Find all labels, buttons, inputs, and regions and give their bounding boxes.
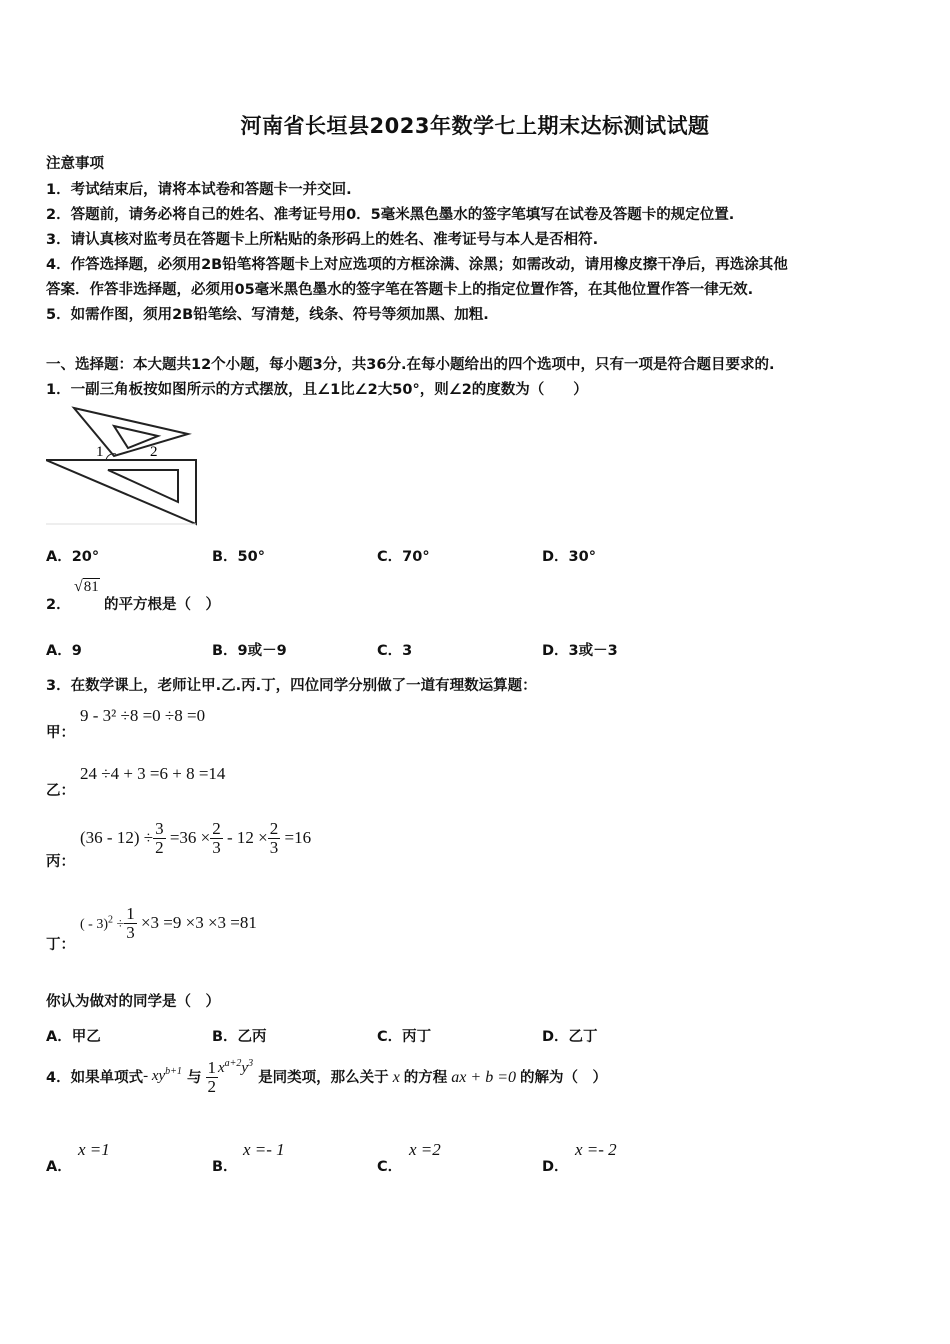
q4-option-d-value[interactable]: x =- 2 — [575, 1140, 617, 1159]
yi-expression: 24 ÷4 + 3 =6 + 8 =14 — [80, 764, 226, 783]
yi-label: 乙： — [46, 783, 75, 799]
notice-item-3: 3．请认真核对监考员在答题卡上所粘贴的条形码上的姓名、准考证号与本人是否相符. — [46, 232, 599, 248]
ding-expression: ( - 3)$^2$ ÷ $\frac{1}{3}$ ×3 =9 ×3 ×3 =81 — [80, 904, 257, 942]
q1-option-d[interactable]: D．30° — [542, 549, 596, 565]
q4-option-b-value[interactable]: x =- 1 — [243, 1140, 285, 1159]
small-triangle-outer — [74, 408, 188, 456]
jia-label: 甲： — [46, 725, 75, 741]
question-3-prompt: 你认为做对的同学是（ ） — [46, 994, 220, 1010]
question-2-text: 的平方根是（ ） — [104, 597, 220, 613]
q2-option-b[interactable]: B．9或－9 — [212, 643, 287, 659]
radicand: 81 — [83, 579, 99, 595]
triangle-rulers-figure — [46, 404, 198, 528]
q3-option-a[interactable]: A．甲乙 — [46, 1029, 101, 1045]
angle-2-label: 2 — [150, 444, 158, 460]
sqrt-81: √81 — [74, 578, 99, 595]
bing-expression: (36 - 12) ÷ $\frac{3}{2}$ =36 × $\frac{2}{3}$ - 12 × $\frac{2}{3}$ =16 — [80, 819, 312, 857]
q4-prefix: 4．如果单项式 — [46, 1070, 144, 1086]
question-1-text: 1．一副三角板按如图所示的方式摆放，且∠1比∠2大50°，则∠2的度数为（ ） — [46, 382, 588, 398]
section-heading: 一、选择题：本大题共12个小题，每小题3分，共36分.在每小题给出的四个选项中，只有一项是符合题目要求的. — [46, 357, 775, 373]
notice-item-1: 1．考试结束后，请将本试卷和答题卡一并交回. — [46, 182, 352, 198]
notice-item-5: 5．如需作图，须用2B铅笔绘、写清楚，线条、符号等须加黑、加粗. — [46, 307, 489, 323]
notice-item-4-cont: 答案．作答非选择题，必须用05毫米黑色墨水的签字笔在答题卡上的指定位置作答，在其他位置作答一律无效. — [46, 282, 754, 298]
q1-option-b[interactable]: B．50° — [212, 549, 265, 565]
q4-option-b-letter[interactable]: B． — [212, 1159, 238, 1175]
q2-option-a[interactable]: A．9 — [46, 643, 82, 659]
q4-option-c-value[interactable]: x =2 — [409, 1140, 441, 1159]
notice-item-2: 2．答题前，请务必将自己的姓名、准考证号用0．5毫米黑色墨水的签字笔填写在试卷及答题卡的规定位置. — [46, 207, 735, 223]
ding-label: 丁： — [46, 937, 75, 953]
q4-mid: 与 — [187, 1070, 202, 1086]
q2-number: 2． — [46, 597, 71, 613]
q3-option-c[interactable]: C．丙丁 — [377, 1029, 432, 1045]
page-title: 河南省长垣县2023年数学七上期末达标测试试题 — [240, 114, 710, 138]
question-3-text: 3．在数学课上，老师让甲.乙.丙.丁，四位同学分别做了一道有理数运算题： — [46, 678, 537, 694]
q2-option-d[interactable]: D．3或－3 — [542, 643, 618, 659]
question-4-text: 4．如果单项式- $xy^{b+1}$ 与 $\frac{1}{2}$ $x^{a+2}y^3$ 是同类项，那么关于 x 的方程 ax + b =0 的解为（ ） — [46, 1058, 607, 1096]
q4-suffix: 是同类项，那么关于 — [258, 1070, 389, 1086]
q2-option-c[interactable]: C．3 — [377, 643, 413, 659]
angle-1-label: 1 — [96, 444, 104, 460]
q4-option-d-letter[interactable]: D． — [542, 1159, 569, 1175]
q4-suffix2: 的方程 — [403, 1070, 448, 1086]
notice-heading: 注意事项 — [46, 156, 104, 172]
jia-expression: 9 - 3² ÷8 =0 ÷8 =0 — [80, 706, 206, 725]
notice-item-4: 4．作答选择题，必须用2B铅笔将答题卡上对应选项的方框涂满、涂黑；如需改动，请用橡皮擦干净后，再选涂其他 — [46, 257, 788, 273]
q4-option-a-letter[interactable]: A． — [46, 1159, 72, 1175]
q4-option-c-letter[interactable]: C． — [377, 1159, 403, 1175]
q4-option-a-value[interactable]: x =1 — [78, 1140, 110, 1159]
q3-option-d[interactable]: D．乙丁 — [542, 1029, 598, 1045]
q1-option-c[interactable]: C．70° — [377, 549, 430, 565]
q3-option-b[interactable]: B．乙丙 — [212, 1029, 267, 1045]
bing-label: 丙： — [46, 854, 75, 870]
q4-suffix3: 的解为（ ） — [520, 1070, 607, 1086]
q1-option-a[interactable]: A．20° — [46, 549, 100, 565]
large-triangle-inner — [108, 470, 178, 502]
